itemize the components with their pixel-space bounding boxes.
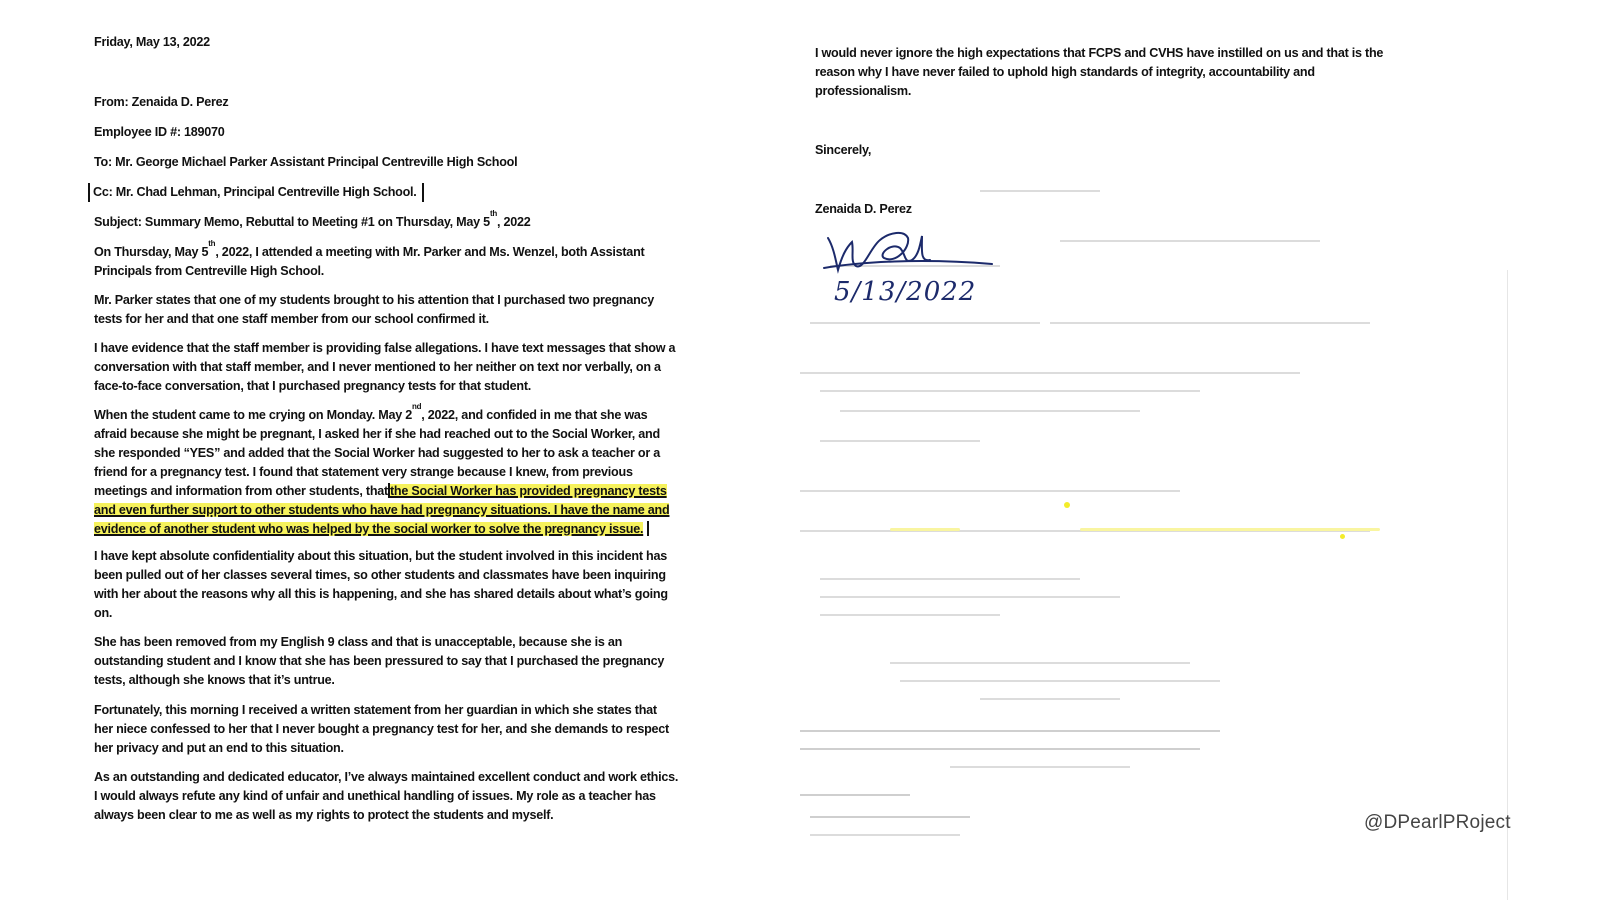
bleed-through-mark [1050, 322, 1370, 324]
bleed-through-mark [820, 390, 1200, 392]
paragraph-meeting: On Thursday, May 5th, 2022, I attended a meeting with Mr. Parker and Ms. Wenzel, both Assistant Principals from Centreville High School. [94, 238, 645, 278]
signer-name: Zenaida D. Perez [815, 202, 912, 216]
bleed-through-mark [820, 614, 1000, 616]
bleed-through-mark [800, 748, 1200, 750]
bleed-through-mark [840, 410, 1140, 412]
bleed-through-mark [900, 680, 1220, 682]
bleed-through-mark [820, 440, 980, 442]
bleed-through-mark [800, 730, 1220, 732]
bleed-through-mark [950, 766, 1130, 768]
bleed-through-mark [980, 190, 1100, 192]
closing-paragraph-line: I would never ignore the high expectations that FCPS and CVHS have instilled on us and that is the [815, 46, 1384, 60]
bleed-through-mark [820, 578, 1080, 580]
highlighter-bleed [1080, 528, 1380, 531]
bleed-through-mark [810, 834, 960, 836]
scan-edge-line [1507, 270, 1508, 900]
bleed-through-mark [980, 698, 1120, 700]
memo-cc: Cc: Mr. Chad Lehman, Principal Centreville High School. [93, 185, 417, 199]
paragraph-allegation: Mr. Parker states that one of my students brought to his attention that I purchased two pregnancy tests for her and that one staff member from our school confirmed it. [94, 293, 655, 326]
bleed-through-mark [810, 322, 1040, 324]
bleed-through-mark [820, 596, 1120, 598]
closing-paragraph-line: reason why I have never failed to uphold high standards of integrity, accountability and [815, 65, 1315, 79]
highlighted-passage-middle: and even further support to other students who have had pregnancy situations. I have the name and [94, 503, 670, 517]
memo-page-right [760, 0, 1600, 900]
bleed-through-mark [800, 794, 910, 796]
paragraph-guardian-statement: Fortunately, this morning I received a written statement from her guardian in which she states that her niece confessed to her that I never bought a pregnancy test for her, and she demands to respect her privacy and put an end to this situation. [94, 703, 670, 755]
bleed-through-mark [800, 490, 1180, 492]
highlighter-speck [1064, 502, 1070, 508]
handwritten-date: 5/13/2022 [834, 277, 977, 307]
memo-subject: Subject: Summary Memo, Rebuttal to Meeting #1 on Thursday, May 5th, 2022 [94, 208, 531, 229]
highlighted-passage-start: the Social Worker has provided pregnancy tests [389, 484, 667, 498]
memo-cc-bracketed [88, 183, 424, 202]
closing-salutation: Sincerely, [815, 143, 872, 157]
paragraph-removed-from-class: She has been removed from my English 9 class and that is unacceptable, because she is an outstanding student and I know that she has been pressured to say that I purchased the pregnancy tests, although she knows that it’s untrue. [94, 635, 665, 687]
highlighter-bleed [890, 528, 960, 531]
handwritten-signature [820, 218, 1010, 318]
highlighter-speck [1340, 534, 1345, 539]
bleed-through-mark [800, 372, 1300, 374]
bleed-through-mark [1060, 240, 1320, 242]
closing-paragraph-line: professionalism. [815, 84, 912, 98]
memo-to: To: Mr. George Michael Parker Assistant Principal Centreville High School [94, 155, 518, 169]
memo-employee-id: Employee ID #: 189070 [94, 125, 225, 139]
highlighted-passage-end: evidence of another student who was helped by the social worker to solve the pregnancy issue. [94, 522, 644, 536]
bracket-mark-close [647, 521, 649, 536]
paragraph-confidentiality: I have kept absolute confidentiality about this situation, but the student involved in this incident has been pulled out of her classes several times, so other students and classmates have been inquiring with her about the reasons why all this is happening, and she has shared details about what’s going on. [94, 549, 668, 620]
paragraph-educator-conduct: As an outstanding and dedicated educator, I’ve always maintained excellent conduct and work ethics. I would always refute any kind of unfair and unethical handling of issues. My role as a teacher has always been clear to me as well as my rights to protect the students and myself. [94, 770, 679, 822]
paragraph-student-account: When the student came to me crying on Monday. May 2nd, 2022, and confided in me that she was afraid because she might be pregnant, I asked her if she had reached out to the Social Worker, and she responded “YES” and added that the Social Worker had suggested to her to ask a teacher or a friend for a pregnancy test. I found that statement very strange because I knew, from previous meetings and information from other students, that the Social Worker has provided pregnancy tests and even further support to other students who have had pregnancy situations. I have the name and evidence of another student who was helped by the social worker to solve the pregnancy issue. [94, 401, 670, 536]
memo-page-left [0, 0, 760, 900]
bleed-through-mark [890, 662, 1190, 664]
memo-date: Friday, May 13, 2022 [94, 35, 210, 49]
bleed-through-mark [810, 816, 970, 818]
watermark-handle: @DPearlPRoject [1364, 812, 1511, 833]
memo-from: From: Zenaida D. Perez [94, 95, 229, 109]
paragraph-evidence: I have evidence that the staff member is providing false allegations. I have text messages that show a conversation with that staff member, and I never mentioned to her neither on text nor verbally, on a face-to-face conversation, that I purchased pregnancy tests for that student. [94, 341, 676, 393]
